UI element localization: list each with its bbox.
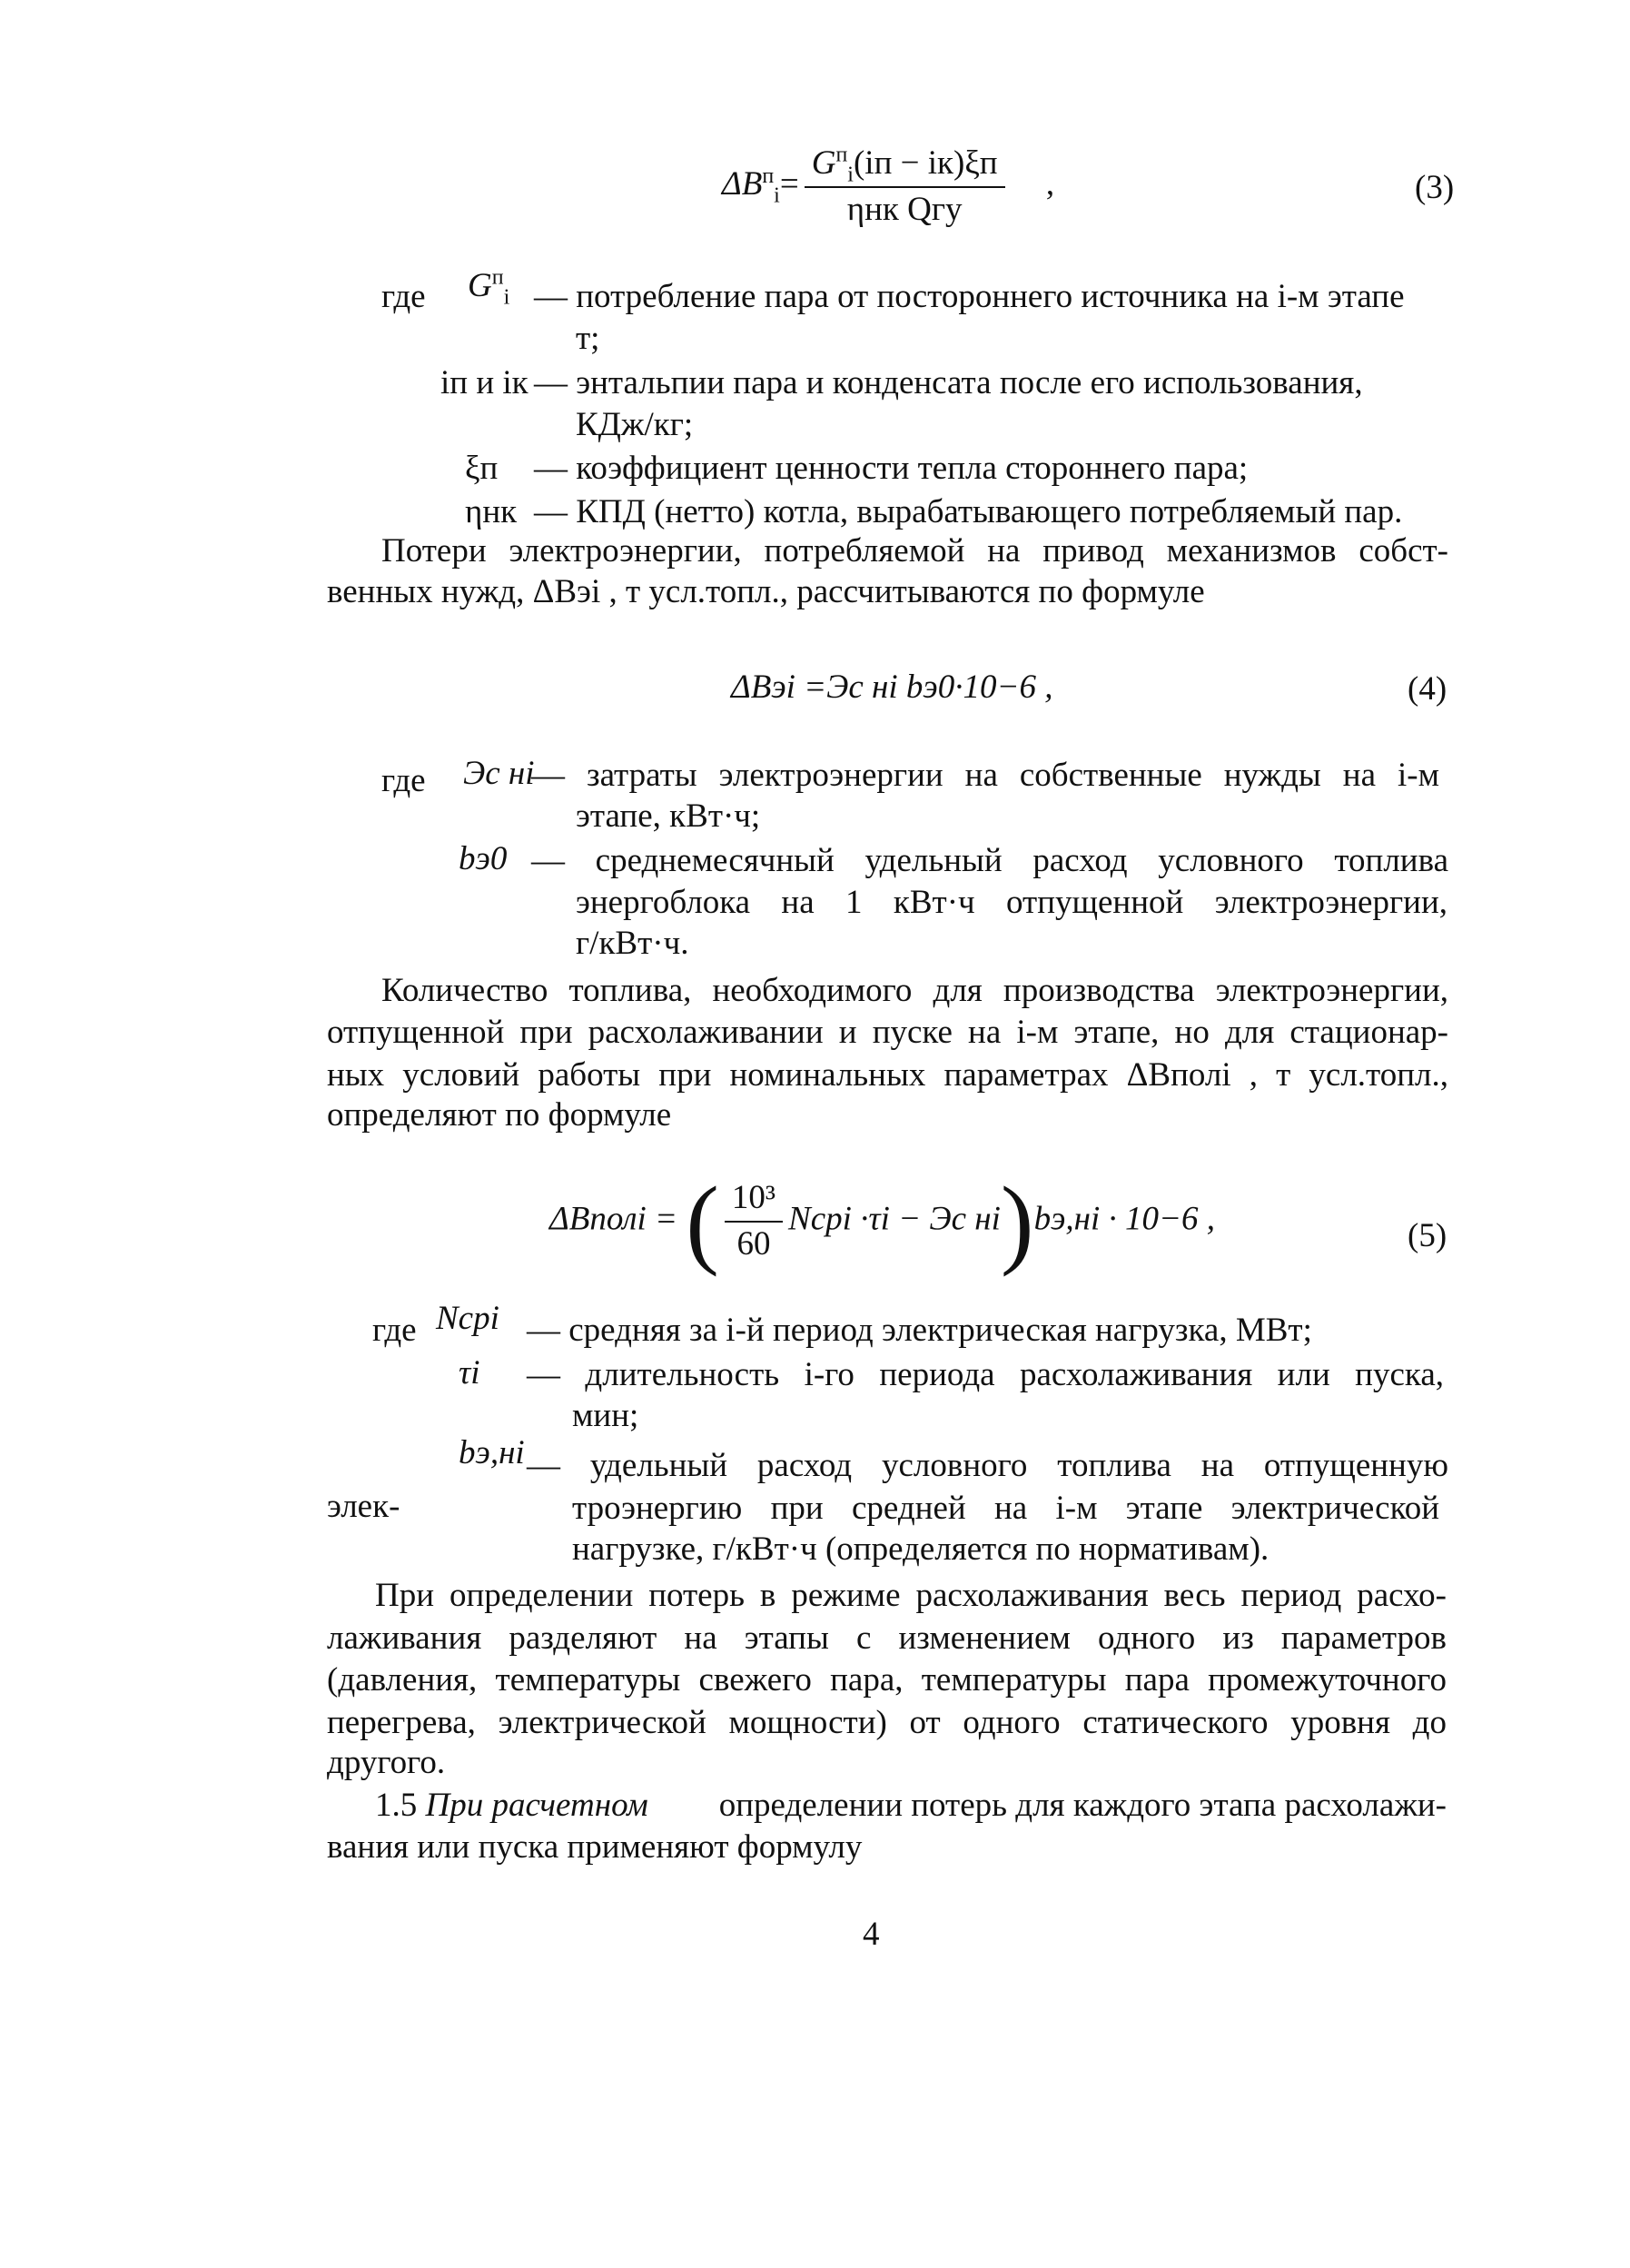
eq4-def-text: — среднемесячный удельный расход условного топлива [531, 842, 1448, 879]
equation-4-number: (4) [1408, 670, 1447, 708]
paragraph-line: Количество топлива, необходимого для производства электроэнергии, [381, 972, 1448, 1009]
eq3-def-text: — коэффициент ценности тепла стороннего пара; [534, 450, 1249, 487]
paragraph-line: При определении потерь в режиме расхолаживания весь период расхо- [375, 1577, 1447, 1614]
eq5-fraction: $\frac{\text{10³}}{60}$ [725, 1180, 783, 1263]
eq3-fraction: $\frac{G^п_i(iп - iк)\xi п}{\text{ηнк Qгу}}$ [805, 145, 1005, 228]
eq3-def-text: — потребление пара от постороннего источника на i-м этапе [534, 278, 1405, 315]
eq3-def-symbol: ξп [465, 450, 499, 487]
eq5-def-symbol: Nсрi [436, 1300, 499, 1337]
eq5-def-text: — средняя за i-й период электрическая нагрузка, МВт; [527, 1312, 1312, 1349]
equation-4: ΔBэi =Эс нi bэ0·10−6 , [731, 669, 1053, 706]
eq4-def-text: — затраты электроэнергии на собственные нужды на i-м [531, 757, 1439, 794]
eq4-def-cont: энергоблока на 1 кВт·ч отпущенной электроэнергии, [576, 884, 1447, 921]
equation-5: ΔBполi = ( $\frac{\text{10³}}{60}$ Nсрi ·τi − Эс нi)bэ,нi · 10−6 , [549, 1166, 1215, 1277]
eq4-def-symbol: bэ0 [459, 840, 508, 877]
paragraph-line: лаживания разделяют на этапы с изменением одного из параметров [327, 1619, 1447, 1657]
eq5-def-symbol: τi [459, 1354, 480, 1392]
eq3-def-text: — энтальпии пара и конденсата после его использования, [534, 364, 1363, 401]
paragraph-line: Потери электроэнергии, потребляемой на привод механизмов собст- [381, 532, 1448, 569]
eq4-def-prefix: где [381, 762, 426, 799]
paragraph-line: отпущенной при расхолаживании и пуске на i-м этапе, но для стационар- [327, 1014, 1448, 1051]
eq5-def-prefix: где [372, 1312, 417, 1349]
equation-3: $\Delta B^п_i=$ $\frac{G^п_i(iп - iк)\xi п}{\text{ηнк Qгу}}$ , [722, 143, 1055, 228]
paragraph-line: перегрева, электрической мощности) от одного статического уровня до [327, 1704, 1447, 1741]
eq4-def-cont: г/кВт·ч. [576, 925, 689, 962]
eq5-def-cont: нагрузке, г/кВт·ч (определяется по нормативам). [572, 1530, 1269, 1568]
paragraph-line: определяют по формуле [327, 1096, 672, 1134]
eq5-def-symbol: bэ,нi [459, 1434, 525, 1471]
eq3-def-symbol: iп и iк [440, 364, 529, 401]
eq5-def-cont: мин; [572, 1397, 639, 1434]
eq3-def-cont: КДж/кг; [576, 406, 694, 443]
eq5-def-prefix: элек- [327, 1488, 400, 1525]
eq3-def-text: — КПД (нетто) котла, вырабатывающего потребляемый пар. [534, 493, 1403, 530]
paragraph-line: вания или пуска применяют формулу [327, 1828, 863, 1866]
eq4-def-symbol: Эс нi [463, 755, 535, 792]
eq3-def-symbol: ηнк [465, 493, 518, 530]
paragraph-line: другого. [327, 1744, 446, 1781]
eq3-lhs: ΔB [722, 165, 763, 203]
eq5-def-cont: троэнергию при средней на i-м этапе электрической [572, 1490, 1439, 1527]
eq3-def-symbol-G: $G^п_i$ [468, 265, 510, 310]
page-number: 4 [863, 1916, 880, 1953]
eq5-def-text: — длительность i-го периода расхолаживания или пуска, [527, 1356, 1444, 1393]
paragraph-line: венных нужд, ΔBэi , т усл.топл., рассчитываются по формуле [327, 573, 1205, 610]
eq3-def-prefix: где [381, 278, 426, 315]
eq3-def-cont: т; [576, 320, 600, 357]
paragraph-line: (давления, температуры свежего пара, температуры пара промежуточного [327, 1661, 1447, 1699]
equation-3-number: (3) [1415, 169, 1455, 206]
paragraph-line: 1.5 При расчетном определении потерь для каждого этапа расхолажи- [375, 1787, 1447, 1824]
eq5-def-text: — удельный расход условного топлива на отпущенную [527, 1447, 1448, 1484]
eq4-def-cont: этапе, кВт·ч; [576, 797, 761, 835]
equation-5-number: (5) [1408, 1217, 1447, 1254]
paragraph-line: ных условий работы при номинальных параметрах ΔBполi , т усл.топл., [327, 1056, 1448, 1094]
